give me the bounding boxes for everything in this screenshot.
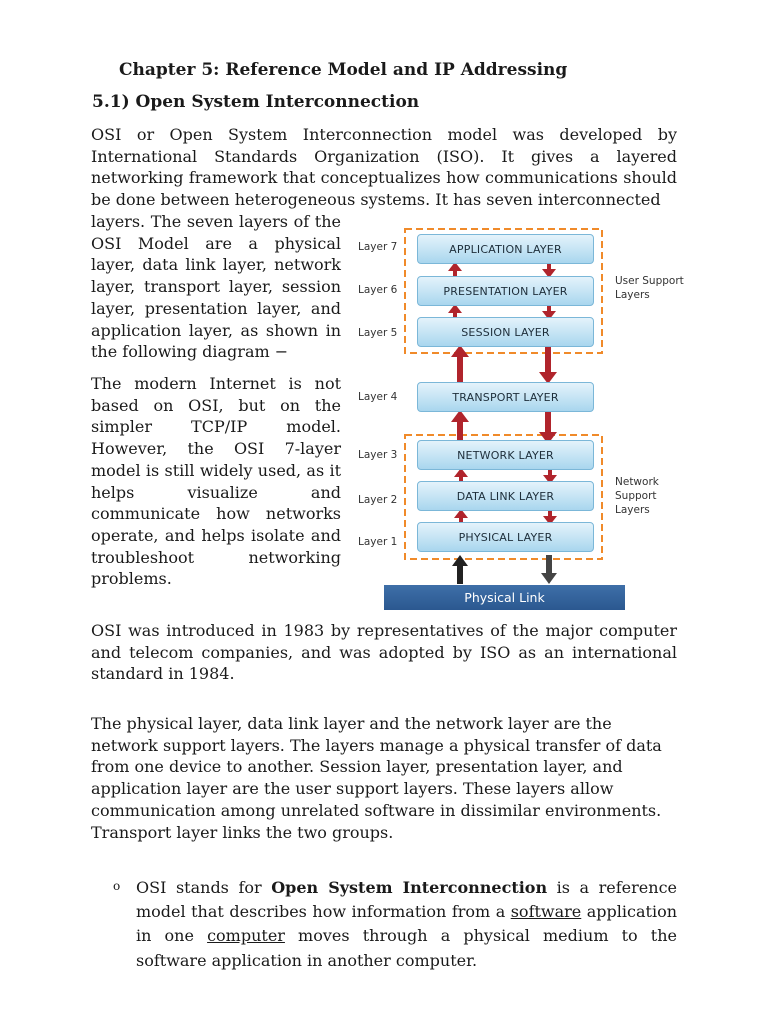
chapter-title: Chapter 5: Reference Model and IP Addressing — [119, 60, 568, 80]
layer-7-label: Layer 7 — [358, 241, 398, 253]
bullet-bold-term: Open System Interconnection — [271, 878, 548, 897]
layer-2-label: Layer 2 — [358, 494, 398, 506]
paragraph-layers: layers. The seven layers of the OSI Model are a physical layer, data link layer, network layer, transport layer, session layer, presentation layer, and application layer, as shown in the following diagram − — [91, 212, 341, 362]
section-title: 5.1) Open System Interconnection — [92, 92, 420, 112]
layer-1-label: Layer 1 — [358, 536, 398, 548]
up-arrow-4-5 — [451, 345, 469, 386]
bullet-text-a: OSI stands for — [136, 878, 272, 897]
data-link-layer-box: DATA LINK LAYER — [417, 481, 594, 511]
paragraph-support-layers: The physical layer, data link layer and the network layer are the network support layers. The layers manage a physical transfer of data from one device to another. Session layer, presentation layer, and application layer are the user support layers. These layers allow communication among unrelated software in dissimilar environments. Transport layer links the two groups. — [91, 714, 662, 842]
network-layer-box: NETWORK LAYER — [417, 440, 594, 470]
layer-3-label: Layer 3 — [358, 449, 398, 461]
physical-layer-box: PHYSICAL LAYER — [417, 522, 594, 552]
user-support-layers-label: User Support Layers — [615, 275, 684, 301]
software-link[interactable]: software — [510, 902, 582, 922]
computer-link[interactable]: computer — [207, 926, 285, 946]
osi-diagram — [350, 218, 690, 614]
transport-layer-box: TRANSPORT LAYER — [417, 382, 594, 412]
bullet-marker: o — [113, 879, 121, 893]
up-arrow-6-7 — [448, 262, 462, 277]
up-arrow-3-4 — [451, 410, 469, 444]
presentation-layer-box: PRESENTATION LAYER — [417, 276, 594, 306]
physical-link-bar: Physical Link — [384, 585, 625, 610]
paragraph-modern-internet: The modern Internet is not based on OSI, but on the simpler TCP/IP model. However, the OSI 7-layer model is still widely used, as it helps visualize and communicate how networks operate, and helps isolate and troubleshoot networking problems. — [91, 374, 341, 589]
bullet-item — [136, 876, 677, 973]
network-support-layers-label: Network Support Layers — [615, 476, 659, 516]
layer-5-label: Layer 5 — [358, 327, 398, 339]
application-layer-box: APPLICATION LAYER — [417, 234, 594, 264]
layer-6-label: Layer 6 — [358, 284, 398, 296]
bullet-text-d: moves through a physical medium to the software application in another computer. — [136, 926, 677, 970]
bullet-text-c: application in one — [136, 902, 677, 946]
bullet-text-b: is a reference model that describes how information from a — [136, 878, 677, 922]
layer-4-label: Layer 4 — [358, 391, 398, 403]
paragraph-history: OSI was introduced in 1983 by representatives of the major computer and telecom companies, and was adopted by ISO as an international standard in 1984. — [91, 621, 677, 684]
paragraph-intro: OSI or Open System Interconnection model was developed by International Standards Organization (ISO). It gives a layered networking framework that conceptualizes how communications should be done between heterogeneous systems. It has seven interconnected — [91, 125, 677, 210]
session-layer-box: SESSION LAYER — [417, 317, 594, 347]
